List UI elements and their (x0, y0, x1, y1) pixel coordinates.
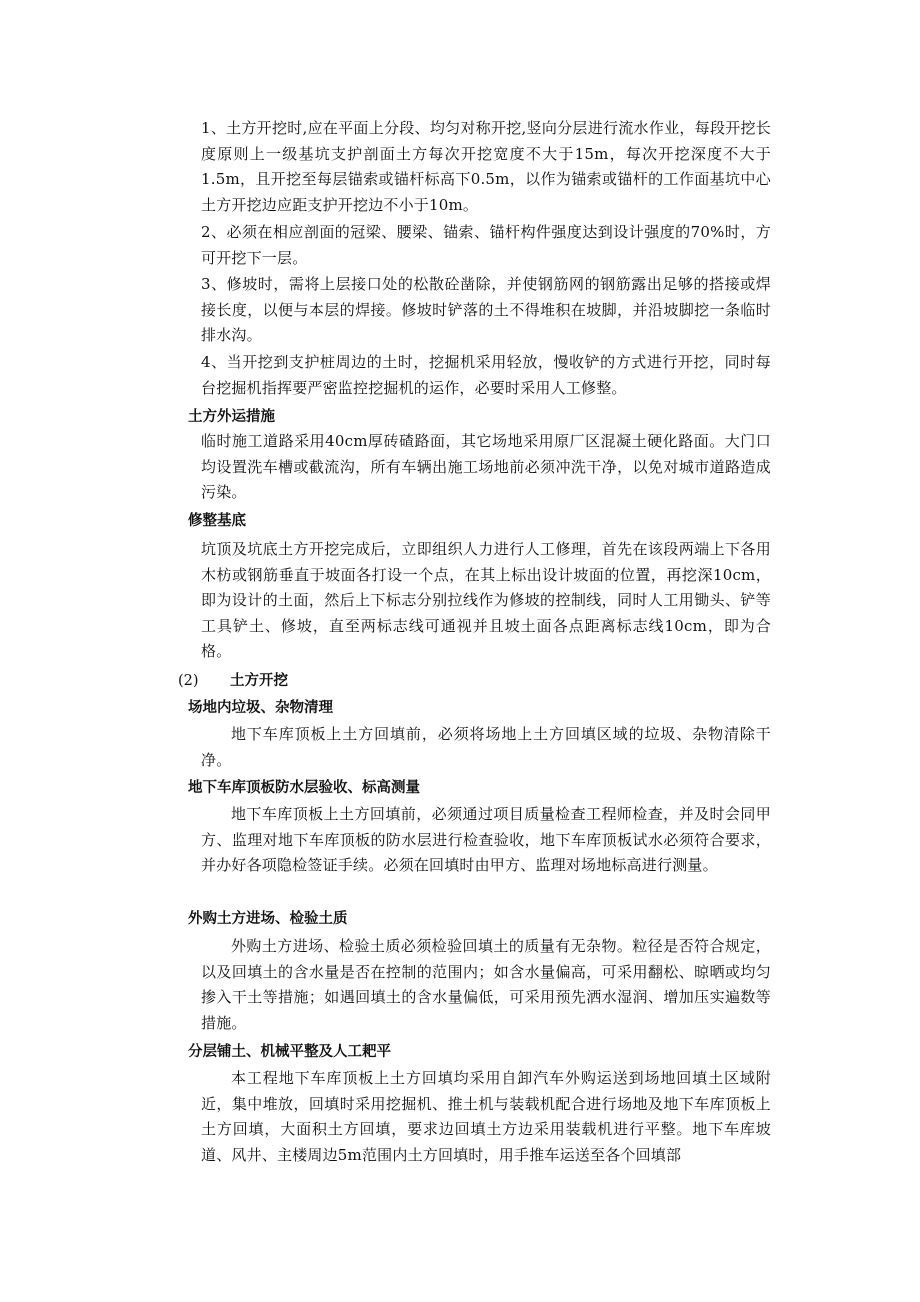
excavation-item-4: 4、当开挖到支护桩周边的土时，挖掘机采用轻放，慢收铲的方式进行开挖，同时每台挖掘机指挥要严密监控挖掘机的运作，必要时采用人工修整。 (201, 353, 771, 397)
section-2-number: (2) (178, 673, 199, 689)
section-2-title (178, 669, 288, 694)
layering-heading: 分层铺土、机械平整及人工耙平 (188, 1044, 391, 1060)
soil-check-text: 外购土方进场、检验土质必须检验回填土的质量有无杂物。粒径是否符合规定，以及回填土的含水量是否在控制的范围内；如含水量偏高，可采用翻松、晾晒或均匀掺入干土等措施；如遇回填土的含水量偏低，可采用预先洒水湿润、增加压实遍数等措施。 (201, 937, 771, 1032)
base-trim-text: 坑顶及坑底土方开挖完成后，立即组织人力进行人工修理，首先在该段两端上下各用木枋或钢筋垂直于坡面各打设一个点，在其上标出设计坡面的位置，再挖深10cm，即为设计的土面，然后上下标志分别拉线作为修坡的控制线，同时人工用锄头、铲等工具铲土、修坡，直至两标志线可通视并且坡土面各点距离标志线10cm，即为合格。 (201, 540, 771, 661)
excavation-item-3: 3、修坡时，需将上层接口处的松散砼凿除，并使钢筋网的钢筋露出足够的搭接或焊接长度，以便与本层的焊接。修坡时铲落的土不得堆积在坡脚，并沿坡脚挖一条临时排水沟。 (201, 275, 771, 345)
transport-heading: 土方外运措施 (188, 409, 275, 425)
waterproof-heading: 地下车库顶板防水层验收、标高测量 (188, 780, 420, 796)
excavation-item-1: 1、土方开挖时,应在平面上分段、均匀对称开挖,竖向分层进行流水作业，每段开挖长度原则上一级基坑支护剖面土方每次开挖宽度不大于15m，每次开挖深度不大于1.5m，且开挖至每层锚索或锚杆标高下0.5m，以作为锚索或锚杆的工作面基坑中心土方开挖边应距支护开挖边不小于10m。 (201, 119, 771, 214)
layering-text: 本工程地下车库顶板上土方回填均采用自卸汽车外购运送到场地回填土区域附近，集中堆放，回填时采用挖掘机、推土机与装载机配合进行场地及地下车库顶板上土方回填，大面积土方回填，要求边回填土方边采用装载机进行平整。地下车库坡道、风井、主楼周边5m范围内土方回填时，用手推车运送至各个回填部 (201, 1069, 771, 1164)
section-2-label: 土方开挖 (230, 673, 288, 689)
transport-text: 临时施工道路采用40cm厚砖碴路面，其它场地采用原厂区混凝土硬化路面。大门口均设置洗车槽或截流沟，所有车辆出施工场地前必须冲洗干净，以免对城市道路造成污染。 (201, 432, 771, 502)
cleanup-heading: 场地内垃圾、杂物清理 (188, 700, 333, 716)
cleanup-text: 地下车库顶板上土方回填前，必须将场地上土方回填区域的垃圾、杂物清除干净。 (201, 725, 771, 769)
excavation-item-2: 2、必须在相应剖面的冠梁、腰梁、锚索、锚杆构件强度达到设计强度的70%时，方可开挖下一层。 (201, 223, 771, 267)
waterproof-text: 地下车库顶板上土方回填前，必须通过项目质量检查工程师检查，并及时会同甲方、监理对地下车库顶板的防水层进行检查验收，地下车库顶板试水必须符合要求，并办好各项隐检签证手续。必须在回填时由甲方、监理对场地标高进行测量。 (201, 805, 771, 875)
base-trim-heading: 修整基底 (188, 513, 246, 529)
soil-check-heading: 外购土方进场、检验土质 (188, 911, 348, 927)
